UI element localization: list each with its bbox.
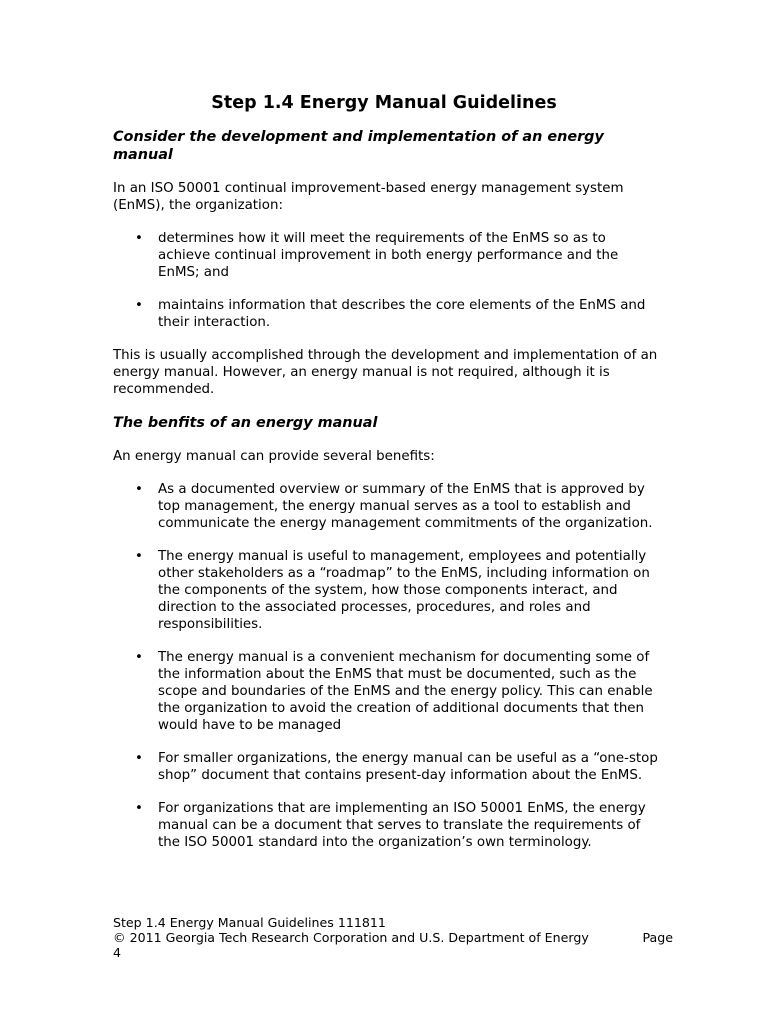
footer-page-label: Page bbox=[642, 930, 673, 945]
footer-document-id: Step 1.4 Energy Manual Guidelines 111811 bbox=[113, 915, 386, 930]
bullet-icon: • bbox=[135, 549, 143, 564]
list-item-text: As a documented overview or summary of the EnMS that is approved by top management, the energy manual serves as a tool to establish and communicate the energy management commitments of the organization. bbox=[158, 482, 653, 531]
list-item bbox=[113, 649, 658, 734]
list-item-text: determines how it will meet the requirements of the EnMS so as to achieve continual improvement in both energy performance and the EnMS; and bbox=[158, 231, 619, 280]
list-item-text: The energy manual is useful to management, employees and potentially other stakeholders as a “roadmap” to the EnMS, including information on the components of the system, how those components interact, and direction to the associated processes, procedures, and roles and responsibilities. bbox=[158, 549, 650, 632]
bullet-icon: • bbox=[135, 298, 143, 313]
list-item bbox=[113, 481, 658, 532]
page-title: Step 1.4 Energy Manual Guidelines bbox=[211, 93, 557, 113]
list-item-text: For smaller organizations, the energy manual can be useful as a “one-stop shop” document that contains present-day information about the EnMS. bbox=[158, 751, 658, 783]
closing-paragraph: This is usually accomplished through the development and implementation of an energy manual. However, an energy manual is not required, although it is recommended. bbox=[113, 348, 658, 397]
bullet-icon: • bbox=[135, 801, 143, 816]
section-heading-consider: Consider the development and implementation of an energy manual bbox=[113, 129, 604, 163]
list-item bbox=[113, 230, 658, 281]
list-item bbox=[113, 548, 658, 633]
intro-paragraph: In an ISO 50001 continual improvement-based energy management system (EnMS), the organization: bbox=[113, 181, 624, 213]
footer-copyright: © 2011 Georgia Tech Research Corporation and U.S. Department of Energy bbox=[113, 930, 589, 945]
bullet-icon: • bbox=[135, 650, 143, 665]
bullet-icon: • bbox=[135, 231, 143, 246]
benefits-intro-paragraph: An energy manual can provide several benefits: bbox=[113, 449, 435, 464]
list-item-text: For organizations that are implementing an ISO 50001 EnMS, the energy manual can be a document that serves to translate the requirements of the ISO 50001 standard into the organization’s own terminology. bbox=[158, 801, 646, 850]
list-item bbox=[113, 750, 658, 784]
bullet-icon: • bbox=[135, 482, 143, 497]
organization-bullet-list bbox=[113, 230, 658, 331]
list-item-text: The energy manual is a convenient mechanism for documenting some of the information about the EnMS that must be documented, such as the scope and boundaries of the EnMS and the energy policy. This can enable the organization to avoid the creation of additional documents that then would have to be managed bbox=[158, 650, 653, 733]
footer-page-number: 4 bbox=[113, 945, 122, 960]
list-item-text: maintains information that describes the core elements of the EnMS and their interaction. bbox=[158, 298, 646, 330]
list-item bbox=[113, 800, 658, 851]
section-heading-benefits: The benfits of an energy manual bbox=[113, 415, 378, 431]
list-item bbox=[113, 297, 658, 331]
document-body bbox=[113, 128, 658, 867]
page-footer bbox=[113, 915, 673, 960]
bullet-icon: • bbox=[135, 751, 143, 766]
benefits-bullet-list bbox=[113, 481, 658, 851]
footer-copyright-row bbox=[113, 930, 673, 945]
